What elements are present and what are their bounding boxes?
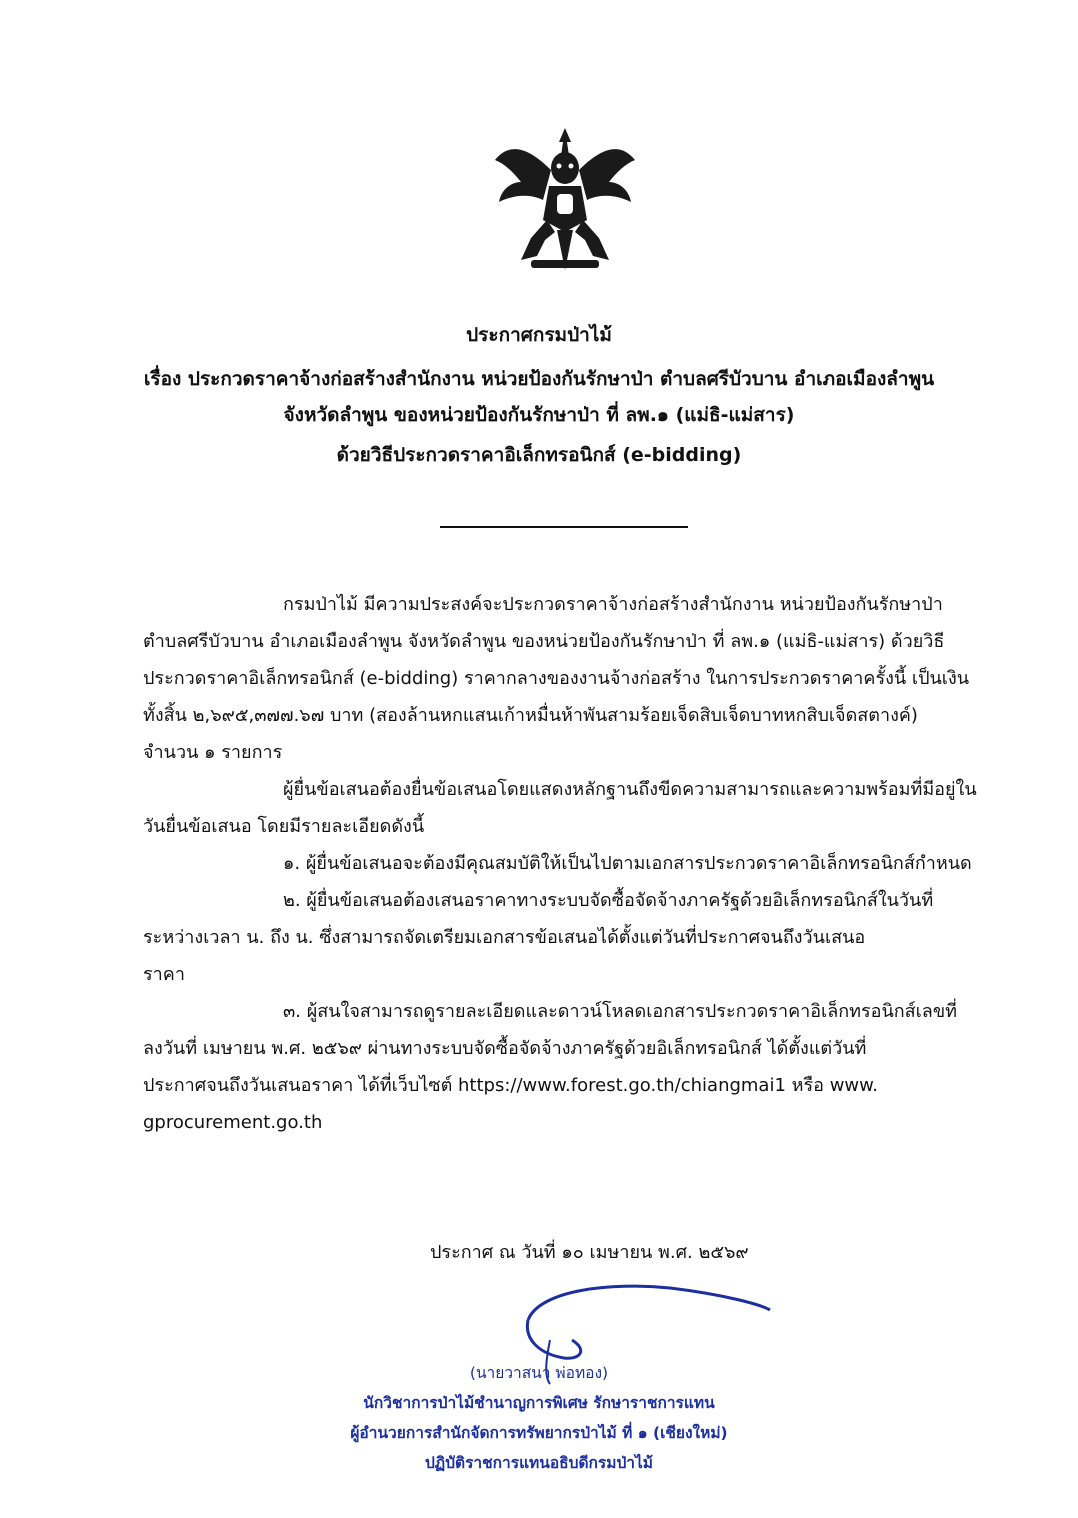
subject-line: จังหวัดลำพูน ของหน่วยป้องกันรักษาป่า ที่ ลพ.๑ (แม่ธิ-แม่สาร) — [283, 404, 795, 426]
list-item: ๓. ผู้สนใจสามารถดูรายละเอียดและดาวน์โหลดเอกสารประกวดราคาอิเล็กทรอนิกส์เลขที่ — [283, 1001, 958, 1022]
body-line: ระหว่างเวลา น. ถึง น. ซึ่งสามารถจัดเตรียมเอกสารข้อเสนอได้ตั้งแต่วันที่ประกาศจนถึงวันเสนอ — [143, 927, 866, 948]
subject-line: เรื่อง ประกวดราคาจ้างก่อสร้างสำนักงาน หน่วยป้องกันรักษาป่า ตำบลศรีบัวบาน อำเภอเมืองลำพูน — [143, 368, 935, 390]
signatory-position: นักวิชาการป่าไม้ชำนาญการพิเศษ รักษาราชการแทน — [363, 1394, 715, 1412]
body-line: ประกาศจนถึงวันเสนอราคา ได้ที่เว็บไซต์ https://www.forest.go.th/chiangmai1 หรือ www. — [143, 1075, 878, 1096]
list-item: ๑. ผู้ยื่นข้อเสนอจะต้องมีคุณสมบัติให้เป็นไปตามเอกสารประกวดราคาอิเล็กทรอนิกส์กำหนด — [283, 853, 972, 874]
signatory-position: ปฏิบัติราชการแทนอธิบดีกรมป่าไม้ — [424, 1454, 654, 1472]
body-line: ประกวดราคาอิเล็กทรอนิกส์ (e-bidding) ราคากลางของงานจ้างก่อสร้าง ในการประกวดราคาครั้งนี้ เป็นเงิน — [143, 668, 970, 689]
signatory-name: (นายวาสนา พ่อทอง) — [469, 1364, 609, 1382]
list-item: ๒. ผู้ยื่นข้อเสนอต้องเสนอราคาทางระบบจัดซื้อจัดจ้างภาครัฐด้วยอิเล็กทรอนิกส์ในวันที่ — [283, 890, 934, 911]
divider — [440, 526, 688, 528]
body-line: วันยื่นข้อเสนอ โดยมีรายละเอียดดังนี้ — [143, 816, 425, 837]
body-line: ทั้งสิ้น ๒,๖๙๕,๓๗๗.๖๗ บาท (สองล้านหกแสนเก้าหมื่นห้าพันสามร้อยเจ็ดสิบเจ็ดบาทหกสิบเจ็ดสตางค์) — [143, 705, 918, 726]
subject-line: ด้วยวิธีประกวดราคาอิเล็กทรอนิกส์ (e-bidding) — [336, 444, 742, 466]
body-paragraph — [143, 586, 977, 1141]
garuda-emblem-icon — [491, 120, 639, 280]
signatory-position: ผู้อำนวยการสำนักจัดการทรัพยากรป่าไม้ ที่ ๑ (เชียงใหม่) — [350, 1424, 728, 1442]
body-line: ตำบลศรีบัวบาน อำเภอเมืองลำพูน จังหวัดลำพูน ของหน่วยป้องกันรักษาป่า ที่ ลพ.๑ (แม่ธิ-แม่สาร) ด้วยวิธี — [143, 631, 945, 652]
document-title: ประกาศกรมป่าไม้ — [466, 324, 612, 346]
announcement-date: ประกาศ ณ วันที่ ๑๐ เมษายน พ.ศ. ๒๕๖๙ — [430, 1242, 749, 1263]
body-line: จำนวน ๑ รายการ — [143, 742, 283, 763]
body-line: กรมป่าไม้ มีความประสงค์จะประกวดราคาจ้างก่อสร้างสำนักงาน หน่วยป้องกันรักษาป่า — [283, 594, 943, 615]
body-line: gprocurement.go.th — [143, 1112, 323, 1133]
body-line: ราคา — [143, 964, 185, 985]
body-line: ลงวันที่ เมษายน พ.ศ. ๒๕๖๙ ผ่านทางระบบจัดซื้อจัดจ้างภาครัฐด้วยอิเล็กทรอนิกส์ ได้ตั้งแต่วันที่ — [143, 1038, 867, 1059]
body-line: ผู้ยื่นข้อเสนอต้องยื่นข้อเสนอโดยแสดงหลักฐานถึงขีดความสามารถและความพร้อมที่มีอยู่ใน — [283, 779, 977, 800]
